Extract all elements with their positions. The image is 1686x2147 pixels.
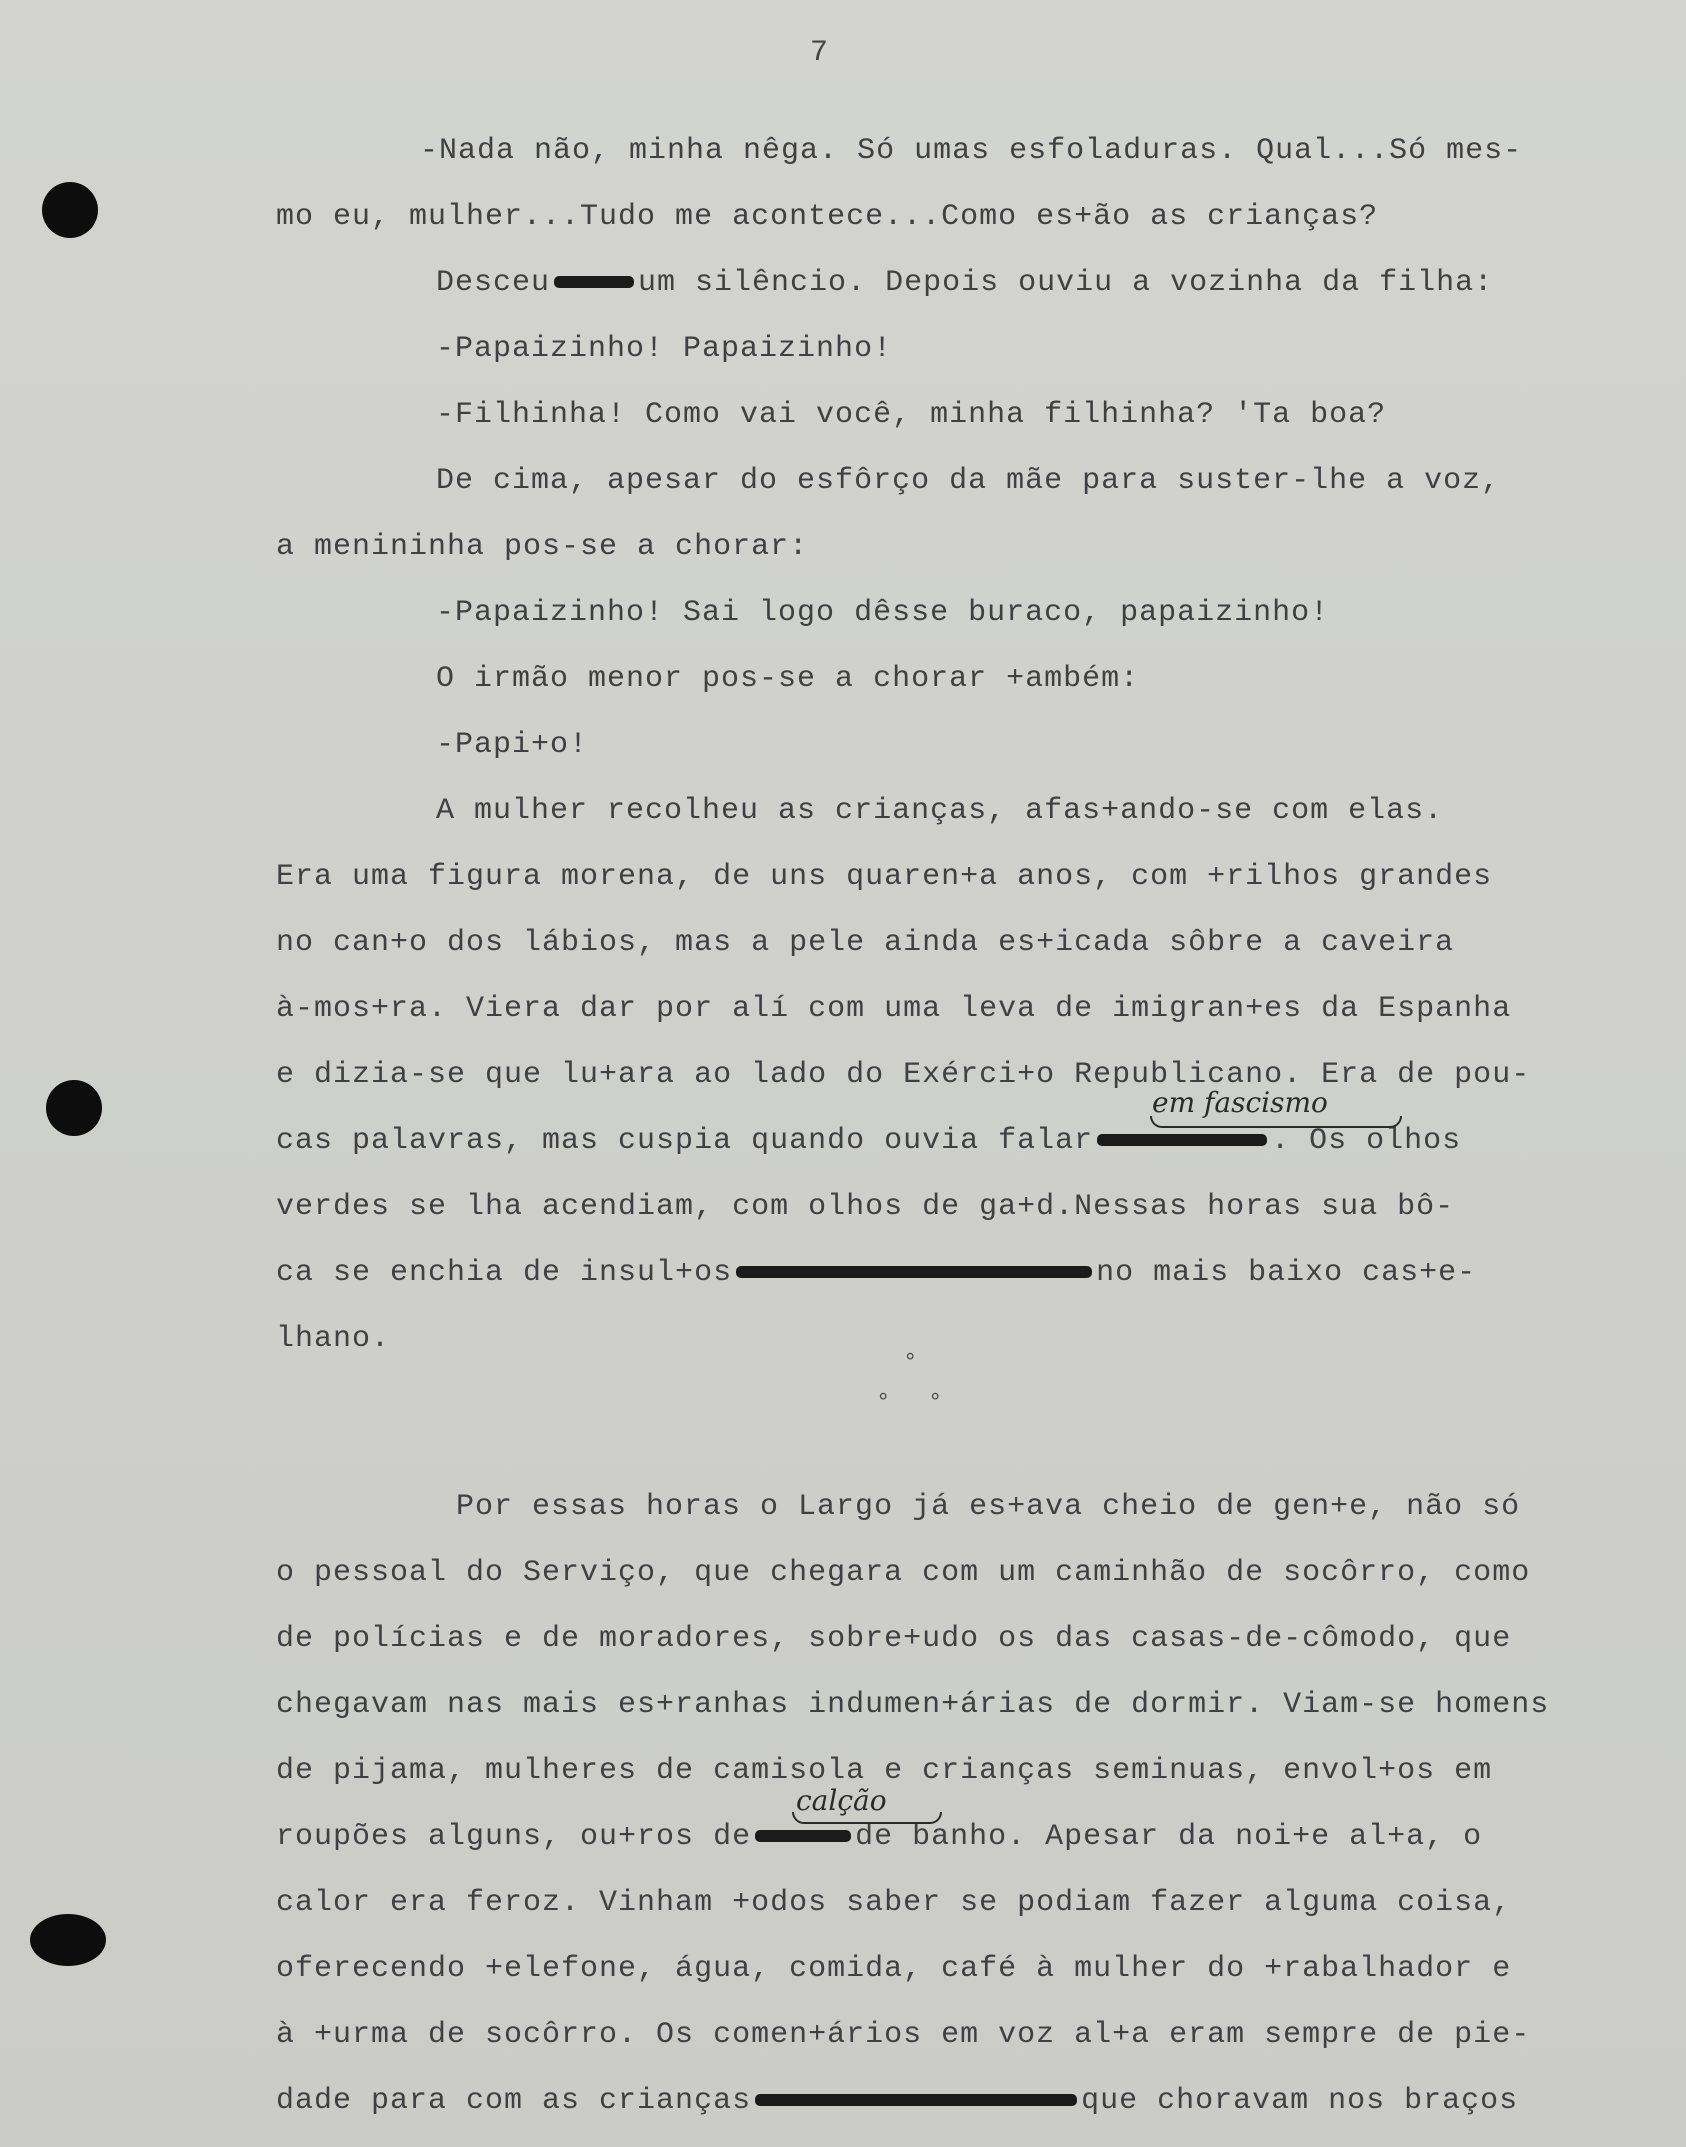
line-text: oferecendo +elefone, água, comida, café à mulher do +rabalhador e: [276, 1952, 1512, 1986]
text-line-3: [436, 266, 1493, 300]
handwritten-note-fascismo: em fascismo: [1152, 1086, 1328, 1119]
line-text: roupões alguns, ou+ros de: [276, 1820, 752, 1854]
text-line-18: [276, 1256, 1476, 1290]
line-text: o pessoal do Serviço, que chegara com um caminhão de socôrro, como: [276, 1556, 1531, 1590]
text-line-24: [276, 1754, 1492, 1788]
text-line-15: [276, 1058, 1530, 1092]
line-text: a menininha pos-se a chorar:: [276, 530, 809, 564]
text-line-2: [276, 200, 1378, 234]
text-line-28: [276, 2018, 1530, 2052]
line-text: -Filhinha! Como vai você, minha filhinha? 'Ta boa?: [436, 398, 1387, 432]
text-line-7: [276, 530, 808, 564]
line-text: -Papi+o!: [436, 728, 589, 762]
line-text-after: de banho. Apesar da noi+e al+a, o: [855, 1820, 1483, 1854]
line-text: De cima, apesar do esfôrço da mãe para suster-lhe a voz,: [436, 464, 1501, 498]
line-text-after: Nessas horas sua bô-: [1074, 1190, 1455, 1224]
line-text-after: no mais baixo cas+e-: [1096, 1256, 1477, 1290]
text-line-29: [276, 2084, 1518, 2118]
line-text: ca se enchia de insul+os: [276, 1256, 733, 1290]
line-text: lhano.: [276, 1322, 391, 1356]
text-line-20: [456, 1490, 1520, 1524]
line-text: Era uma figura morena, de uns quaren+a anos, com +rilhos grandes: [276, 860, 1493, 894]
handwritten-underline: [792, 1812, 942, 1824]
line-text: no can+o dos lábios, mas a pele ainda es+icada sôbre a caveira: [276, 926, 1455, 960]
text-line-21: [276, 1556, 1530, 1590]
line-text: calor era feroz. Vinham +odos saber se podiam fazer alguma coisa,: [276, 1886, 1512, 1920]
line-text: de polícias e de moradores, sobre+udo os das casas-de-cômodo, que: [276, 1622, 1512, 1656]
text-line-17: [276, 1190, 1454, 1224]
line-text: à-mos+ra. Viera dar por alí com uma leva de imigran+es da Espanha: [276, 992, 1512, 1026]
section-ornament: °: [876, 1390, 891, 1417]
strikeout-mark: [736, 1266, 1092, 1278]
strikeout-mark: [554, 276, 634, 288]
text-line-12: [276, 860, 1492, 894]
line-text: à +urma de socôrro. Os comen+ários em voz al+a eram sempre de pie-: [276, 2018, 1531, 2052]
page-number: 7: [810, 36, 829, 70]
strikeout-mark: [1097, 1134, 1267, 1146]
text-line-10: [436, 728, 588, 762]
text-line-14: [276, 992, 1511, 1026]
section-ornament: °: [903, 1350, 918, 1377]
text-line-23: [276, 1688, 1549, 1722]
text-line-8: [436, 596, 1329, 630]
line-text: de pijama, mulheres de camisola e crianças seminuas, envol+os em: [276, 1754, 1493, 1788]
text-line-26: [276, 1886, 1511, 1920]
text-line-25: [276, 1820, 1482, 1854]
line-text-after: . Os olhos: [1271, 1124, 1462, 1158]
line-text: chegavam nas mais es+ranhas indumen+árias de dormir. Viam-se homens: [276, 1688, 1550, 1722]
line-text: -Nada não, minha nêga. Só umas esfoladuras. Qual...Só mes-: [420, 134, 1523, 168]
line-text: Por essas horas o Largo já es+ava cheio de gen+e, não só: [456, 1490, 1521, 1524]
text-line-1: [420, 134, 1522, 168]
strikeout-mark: [755, 2094, 1077, 2106]
line-text-after: que choravam nos braços: [1081, 2084, 1519, 2118]
line-text: O irmão menor pos-se a chorar +ambém:: [436, 662, 1140, 696]
line-text: cas palavras, mas cuspia quando ouvia falar: [276, 1124, 1094, 1158]
line-text: -Papaizinho! Papaizinho!: [436, 332, 893, 366]
text-line-19: [276, 1322, 390, 1356]
line-text: mo eu, mulher...Tudo me acontece...Como es+ão as crianças?: [276, 200, 1379, 234]
punch-hole-top: [42, 182, 98, 238]
text-line-27: [276, 1952, 1511, 1986]
punch-hole-bottom: [30, 1914, 106, 1966]
text-line-5: [436, 398, 1386, 432]
text-line-11: [436, 794, 1443, 828]
handwritten-underline: [1150, 1116, 1402, 1128]
section-ornament: °: [928, 1390, 943, 1417]
handwritten-note-calcao: calção: [796, 1784, 887, 1817]
text-line-16: [276, 1124, 1461, 1158]
text-line-22: [276, 1622, 1511, 1656]
text-line-13: [276, 926, 1454, 960]
punch-hole-middle: [46, 1080, 102, 1136]
line-text: A mulher recolheu as crianças, afas+ando-se com elas.: [436, 794, 1444, 828]
line-text: dade para com as crianças: [276, 2084, 752, 2118]
line-text: Desceu: [436, 266, 551, 300]
line-text: e dizia-se que lu+ara ao lado do Exérci+o Republicano. Era de pou-: [276, 1058, 1531, 1092]
text-line-4: [436, 332, 892, 366]
text-line-9: [436, 662, 1139, 696]
strikeout-mark: [755, 1830, 851, 1842]
text-line-6: [436, 464, 1500, 498]
line-text-after: um silêncio. Depois ouviu a vozinha da filha:: [638, 266, 1494, 300]
line-text: -Papaizinho! Sai logo dêsse buraco, papaizinho!: [436, 596, 1330, 630]
line-text: verdes se lha acendiam, com olhos de ga+d.: [276, 1190, 1075, 1224]
